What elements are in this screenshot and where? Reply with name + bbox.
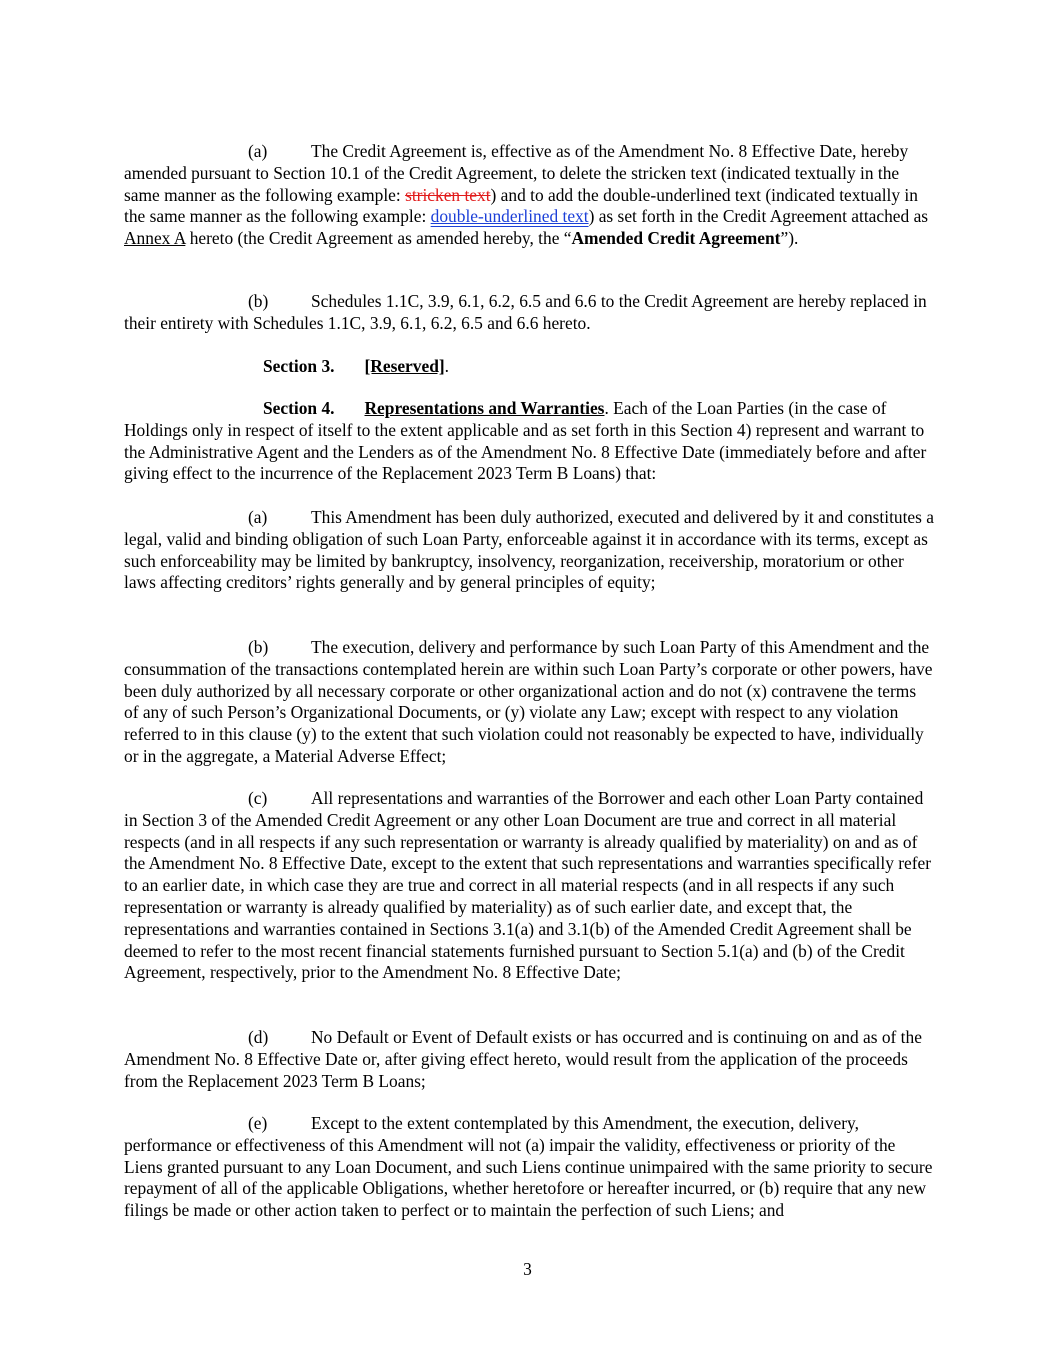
section4-para-d: (d) No Default or Event of Default exists or has occurred and is continuing on and as of the Amendment No. 8 Effective Date or, after giving effect hereto, would result from the application of the proceeds from the Replacement 2023 Term B Loans; (124, 1027, 922, 1091)
section4-number: Section 4. (263, 398, 335, 418)
annex-reference: Annex A (124, 228, 186, 249)
defined-term: Amended Credit Agreement (571, 228, 781, 249)
section3-heading: Section 3. [Reserved]. (263, 356, 450, 376)
section2-para-b: (b) Schedules 1.1C, 3.9, 6.1, 6.2, 6.5 and 6.6 to the Credit Agreement are hereby replaced in their entirety with Schedules 1.1C, 3.9, 6.1, 6.2, 6.5 and 6.6 hereto. (124, 291, 927, 333)
section4-para-c: (c) All representations and warranties of the Borrower and each other Loan Party contained in Section 3 of the Amended Credit Agreement or any other Loan Document are true and correct in all material respects (and in all respects if any such representation or warranty is already qualified by materiality) on and as of the Amendment No. 8 Effective Date, except to the extent that such representations and warranties specifically refer to an earlier date, in which case they are true and correct in all material respects (and in all respects if any such representation or warranty is already qualified by materiality) as of such earlier date, and except that, the representations and warranties contained in Sections 3.1(a) and 3.1(b) of the Amended Credit Agreement shall be deemed to refer to the most recent financial statements furnished pursuant to Section 5.1(a) and (b) of the Credit Agreement, respectively, prior to the Amendment No. 8 Effective Date; (124, 788, 932, 983)
clause-label: (d) (248, 1027, 269, 1047)
page-number: 3 (523, 1259, 532, 1279)
section4-para-e: (e) Except to the extent contemplated by this Amendment, the execution, delivery, performance or effectiveness of this Amendment will not (a) impair the validity, effectiveness or priority of the Liens granted pursuant to any Loan Document, and such Liens continue unimpaired with the same priority to secure repayment of all of the applicable Obligations, whether heretofore or hereafter incurred, or (b) require that any new filings be made or other action taken to perfect or to maintain the perfection of such Liens; and (124, 1113, 933, 1221)
clause-label: (a) (248, 507, 268, 527)
section3-title: [Reserved] (364, 356, 445, 376)
section4-title: Representations and Warranties (364, 398, 605, 418)
section3-number: Section 3. (263, 356, 335, 376)
clause-label: (e) (248, 1113, 268, 1133)
clause-label: (c) (248, 788, 268, 808)
section4-intro: Section 4. Representations and Warranties. Each of the Loan Parties (in the case of Holdings only in respect of itself to the extent applicable and as set forth in this Section 4) represent and warrant to the Administrative Agent and the Lenders as of the Amendment No. 8 Effective Date (immediately before and after giving effect to the incurrence of the Replacement 2023 Term B Loans) that: (124, 398, 927, 484)
clause-label: (b) (248, 291, 269, 311)
stricken-text-example: stricken text (405, 184, 491, 205)
double-underlined-text-example: double-underlined text (430, 206, 589, 227)
clause-label: (a) (248, 141, 268, 161)
section4-para-b: (b) The execution, delivery and performance by such Loan Party of this Amendment and the consummation of the transactions contemplated herein are within such Loan Party’s corporate or other powers, have been duly authorized by all necessary corporate or other organizational action and do not (x) contravene the terms of any of such Person’s Organizational Documents, or (y) violate any Law; except with respect to any violation referred to in this clause (y) to the extent that such violation could not reasonably be expected to have, individually or in the aggregate, a Material Adverse Effect; (124, 637, 933, 766)
clause-label: (b) (248, 637, 269, 657)
section2-para-a: (a) The Credit Agreement is, effective as of the Amendment No. 8 Effective Date, hereby amended pursuant to Section 10.1 of the Credit Agreement, to delete the stricken text (indicated textually in the same manner as the following example: stricken text) and to add the double-underlined text (indicated textually in the same manner as the following example: double-underlined text) as set forth in the Credit Agreement attached as Annex A hereto (the Credit Agreement as amended hereby, the “Amended Credit Agreement”). (124, 141, 929, 249)
section4-para-a: (a) This Amendment has been duly authorized, executed and delivered by it and constitutes a legal, valid and binding obligation of such Loan Party, enforceable against it in accordance with its terms, except as such enforceability may be limited by bankruptcy, insolvency, reorganization, receivership, moratorium or other laws affecting creditors’ rights generally and by general principles of equity; (124, 507, 934, 593)
